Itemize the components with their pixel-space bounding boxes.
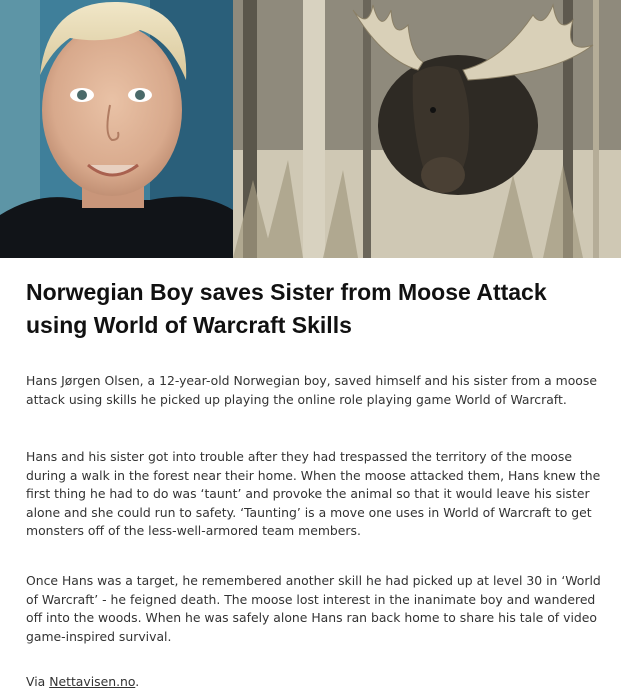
article-paragraph-1: Hans Jørgen Olsen, a 12-year-old Norwegian boy, saved himself and his sister from a moose attack using skills he picked up playing the online role playing game World of Warcraft.: [26, 373, 597, 407]
photo-strip: [0, 0, 621, 258]
source-link[interactable]: Nettavisen.no: [49, 674, 136, 689]
boy-portrait-illustration: [0, 0, 233, 258]
source-credit-suffix: .: [135, 674, 140, 689]
article-paragraph-2: Hans and his sister got into trouble after they had trespassed the territory of the moose during a walk in the forest near their home. When the moose attacked them, Hans knew the first thing he had to do was ‘taunt’ and provoke the animal so that it would leave his sister alone and she could run to safety. ‘Taunting’ is a move one uses in World of Warcraft to get monsters off of the less-well-armored team members.: [26, 449, 601, 539]
article-headline: Norwegian Boy saves Sister from Moose Attack using World of Warcraft Skills: [26, 279, 547, 338]
moose-painting-photo: [233, 0, 621, 258]
source-credit-prefix: Via: [26, 674, 46, 689]
article-paragraph-3: Once Hans was a target, he remembered another skill he had picked up at level 30 in ‘World of Warcraft’ - he feigned death. The moose lost interest in the inanimate boy and wandered off into the woods. When he was safely alone Hans ran back home to share his tale of video game-inspired survival.: [26, 573, 601, 644]
moose-illustration: [233, 0, 621, 258]
article-body: [26, 276, 601, 689]
source-credit: [26, 674, 139, 689]
boy-portrait-photo: [0, 0, 233, 258]
